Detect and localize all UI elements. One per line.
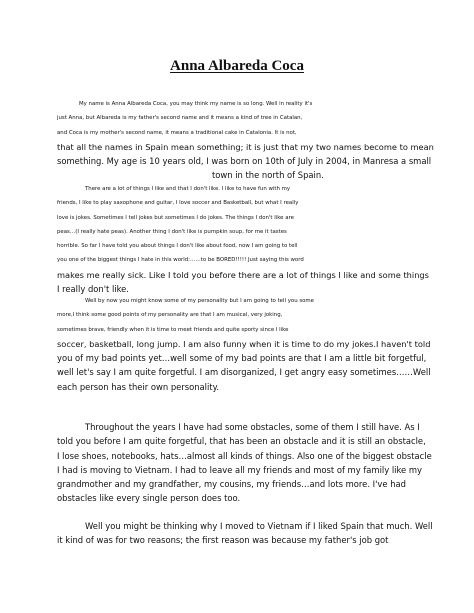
paragraph-5 — [57, 519, 433, 548]
paragraph-line: sometimes brave, friendly when it is time to meet friends and quite sporty since I like — [57, 326, 289, 333]
paragraph-line: makes me really sick. Like I told you before there are a lot of things I like and some things — [57, 269, 429, 280]
paragraph-line: Throughout the years I have had some obstacles, some of them I still have. As I — [85, 422, 420, 432]
paragraph-3 — [57, 294, 431, 394]
paragraph-line: I had is moving to Vietnam. I had to leave all my friends and most of my family like my — [57, 464, 422, 475]
paragraph-line: well let's say I am quite forgetful. I am disorganized, I get angry easy sometimes……Well — [57, 367, 431, 378]
paragraph-1 — [57, 97, 434, 183]
paragraph-line: and Coca is my mother's second name, it means a traditional cake in Catalonia. It is not, — [57, 129, 297, 136]
paragraph-line: each person has their own personality. — [57, 381, 220, 392]
paragraph-line: something. My age is 10 years old, I was born on 10th of July in 2004, in Manresa a small — [57, 156, 432, 167]
paragraph-line: town in the north of Spain. — [212, 170, 324, 181]
paragraph-line: friends, I like to play saxophone and guitar, I love soccer and Basketball, but what I really — [57, 200, 299, 207]
document-title: Anna Albareda Coca — [170, 58, 304, 74]
paragraph-line: I lose shoes, notebooks, hats…almost all kinds of things. Also one of the biggest obstacle — [57, 450, 432, 461]
paragraph-line: grandmother and my grandfather, my cousins, my friends…and lots more. I've had — [57, 479, 406, 490]
paragraph-line: peas…(I really hate peas). Another thing I don't like is pumpkin soup, for me it tastes — [57, 228, 287, 235]
paragraph-line: soccer, basketball, long jump. I am also funny when it is time to do my jokes.I haven't told — [57, 338, 431, 349]
paragraph-line: just Anna, but Albareda is my father's second name and it means a kind of tree in Catalan, — [57, 115, 303, 122]
paragraph-line: obstacles like every single person does too. — [57, 493, 241, 504]
paragraph-2 — [57, 182, 429, 296]
paragraph-line: more,I think some good points of my personality are that I am musical, very joking, — [57, 312, 283, 319]
paragraph-line: love is jokes. Sometimes I tell jokes but sometimes I do jokes. The things I don't like are — [57, 214, 294, 221]
paragraph-line: it kind of was for two reasons; the first reason was because my father's job got — [57, 535, 389, 546]
paragraph-line: Well you might be thinking why I moved to Vietnam if I liked Spain that much. Well — [85, 521, 433, 531]
paragraph-line: you one of the biggest things I hate in this world:……to be BORED!!!!! Just saying this word — [57, 257, 304, 264]
paragraph-4 — [57, 420, 432, 506]
paragraph-line: told you before I am quite forgetful, that has been an obstacle and it is still an obstacle, — [57, 436, 426, 447]
paragraph-line: There are a lot of things I like and that I don't like. I like to have fun with my — [85, 186, 291, 192]
paragraph-line: you of my bad points yet…well some of my bad points are that I am a little bit forgetful, — [57, 353, 427, 364]
paragraph-line: I really don't like. — [57, 284, 129, 295]
paragraph-line: horrible. So far I have told you about things I don't like about food, now I am going to tell — [57, 243, 298, 250]
paragraph-line: Well by now you might know some of my personality but I am going to tell you some — [85, 298, 315, 304]
paragraph-line: that all the names in Spain mean something; it is just that my two names become to mean — [57, 141, 434, 152]
paragraph-line: My name is Anna Albareda Coca, you may think my name is so long. Well in reality it's — [79, 101, 313, 107]
